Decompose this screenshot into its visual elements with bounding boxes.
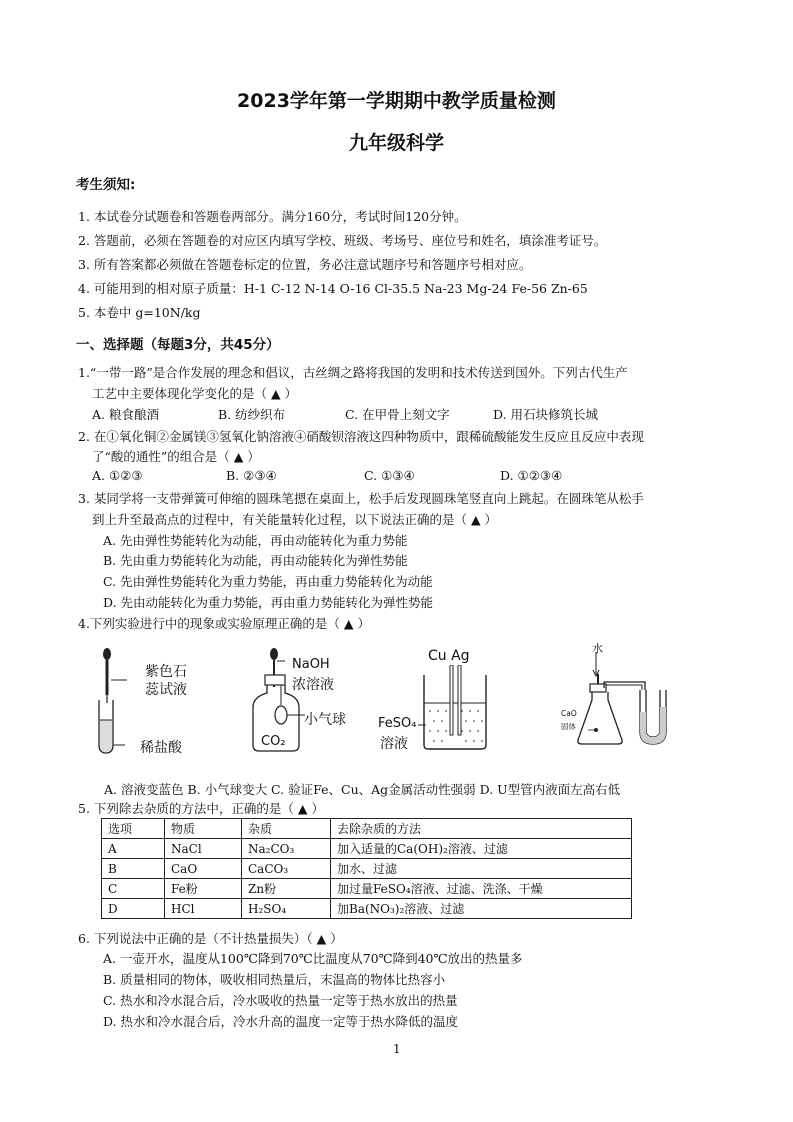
table-cell: C [102,879,165,899]
figure-a-label-acid: 稀盐酸 [140,740,182,756]
figure-a-label-litmus-1: 紫色石 [145,664,187,680]
table-cell: D [102,899,165,919]
question-3-option-a: A. 先由弹性势能转化为动能，再由动能转化为重力势能 [103,533,408,548]
table-cell: Fe粉 [165,879,242,899]
figure-b-label-balloon: 小气球 [304,712,346,728]
question-6-option-d: D. 热水和冷水混合后，冷水升高的温度一定等于热水降低的温度 [103,1014,459,1029]
question-6-option-c: C. 热水和冷水混合后，冷水吸收的热量一定等于热水放出的热量 [103,993,458,1008]
figure-c-label-feso4: FeSO₄ [378,716,417,731]
impurity-table [101,818,632,919]
table-cell: NaCl [165,839,242,859]
notice-item: 3. 所有答案都必须做在答题卷标定的位置，务必注意试题序号和答题序号相对应。 [78,257,532,272]
question-6-option-b: B. 质量相同的物体，吸收相同热量后，末温高的物体比热容小 [103,972,446,987]
table-header-cell: 物质 [165,819,242,839]
figure-d-label-cao: CaO [561,709,577,718]
table-cell: 加Ba(NO₃)₂溶液、过滤 [331,899,632,919]
table-cell: B [102,859,165,879]
page-title: 2023学年第一学期期中教学质量检测 [237,90,556,112]
table-header-cell: 选项 [102,819,165,839]
question-1-option-a: A. 粮食酿酒 [92,407,159,422]
question-3-stem: 3. 某同学将一支带弹簧可伸缩的圆珠笔摁在桌面上，松手后发现圆珠笔竖直向上跳起。在圆珠笔从松手 [78,491,644,506]
notice-item: 4. 可能用到的相对原子质量：H-1 C-12 N-14 O-16 Cl-35.5 Na-23 Mg-24 Fe-56 Zn-65 [78,281,588,296]
section-heading: 一、选择题（每题3分，共45分） [76,337,280,353]
question-4-options: A. 溶液变蓝色 B. 小气球变大 C. 验证Fe、Cu、Ag金属活动性强弱 D. U型管内液面左高右低 [104,782,621,797]
notice-heading: 考生须知: [76,177,136,193]
table-header-row [102,819,632,839]
table-row [102,879,632,899]
table-cell: 加过量FeSO₄溶液、过滤、洗涤、干燥 [331,879,632,899]
table-row [102,839,632,859]
question-1-option-b: B. 纺纱织布 [218,407,286,422]
question-3-option-c: C. 先由弹性势能转化为重力势能，再由重力势能转化为动能 [103,574,433,589]
table-cell: H₂SO₄ [242,899,331,919]
question-3-option-b: B. 先由重力势能转化为动能，再由动能转化为弹性势能 [103,553,408,568]
table-cell: A [102,839,165,859]
question-1-option-d: D. 用石块修筑长城 [493,407,599,422]
page-subtitle: 九年级科学 [348,132,444,154]
question-6-option-a: A. 一壶开水，温度从100℃降到70℃比温度从70℃降到40℃放出的热量多 [103,951,523,966]
question-2-option-d: D. ①②③④ [500,468,563,483]
figure-d-label-water: 水 [592,642,603,655]
figure-c-label-metals: Cu Ag [428,648,470,664]
notice-item: 1. 本试卷分试题卷和答题卷两部分。满分160分，考试时间120分钟。 [78,209,467,224]
figure-b-label-conc: 浓溶液 [292,677,334,693]
table-cell: 加入适量的Ca(OH)₂溶液、过滤 [331,839,632,859]
figure-d-label-solid: 固体 [561,722,576,731]
table-header-cell: 去除杂质的方法 [331,819,632,839]
figure-c-label-solution: 溶液 [380,736,408,752]
table-cell: Zn粉 [242,879,331,899]
question-2-option-c: C. ①③④ [364,468,415,483]
table-row [102,899,632,919]
table-cell: HCl [165,899,242,919]
table-cell: CaO [165,859,242,879]
figure-a-label-litmus-2: 蕊试液 [145,682,187,698]
question-1-stem: 1.“一带一路”是合作发展的理念和倡议，古丝绸之路将我国的发明和技术传送到国外。下列古代生产 [78,365,628,380]
figure-b-label-naoh: NaOH [292,657,330,672]
question-5-stem: 5. 下列除去杂质的方法中，正确的是（ ▲ ） [78,801,324,816]
question-4-stem: 4.下列实验进行中的现象或实验原理正确的是（ ▲ ） [78,616,370,631]
question-1-stem-cont: 工艺中主要体现化学变化的是（ ▲ ） [92,386,298,401]
notice-item: 2. 答题前，必须在答题卷的对应区内填写学校、班级、考场号、座位号和姓名，填涂准考证号。 [78,233,607,248]
question-2-option-a: A. ①②③ [92,468,143,483]
table-row [102,859,632,879]
question-2-stem-cont: 了“酸的通性”的组合是（ ▲ ） [92,449,260,464]
table-cell: 加水、过滤 [331,859,632,879]
question-6-stem: 6. 下列说法中正确的是（不计热量损失）（ ▲ ） [78,931,343,946]
figure-d-flask-u-tube [560,652,675,750]
question-2-option-b: B. ②③④ [226,468,277,483]
figure-c-beaker [418,665,493,755]
question-3-option-d: D. 先由动能转化为重力势能，再由重力势能转化为弹性势能 [103,595,434,610]
table-header-cell: 杂质 [242,819,331,839]
page-number: 1 [393,1042,401,1056]
figure-b-label-co2: CO₂ [261,734,286,749]
notice-item: 5. 本卷中 g=10N/kg [78,305,201,320]
table-cell: Na₂CO₃ [242,839,331,859]
question-3-stem-cont: 到上升至最高点的过程中，有关能量转化过程，以下说法正确的是（ ▲ ） [92,512,498,527]
question-2-stem: 2. 在①氧化铜②金属镁③氢氧化钠溶液④硝酸钡溶液这四种物质中，跟稀硫酸能发生反应且反应中表现 [78,429,644,444]
question-1-option-c: C. 在甲骨上刻文字 [345,407,450,422]
table-cell: CaCO₃ [242,859,331,879]
